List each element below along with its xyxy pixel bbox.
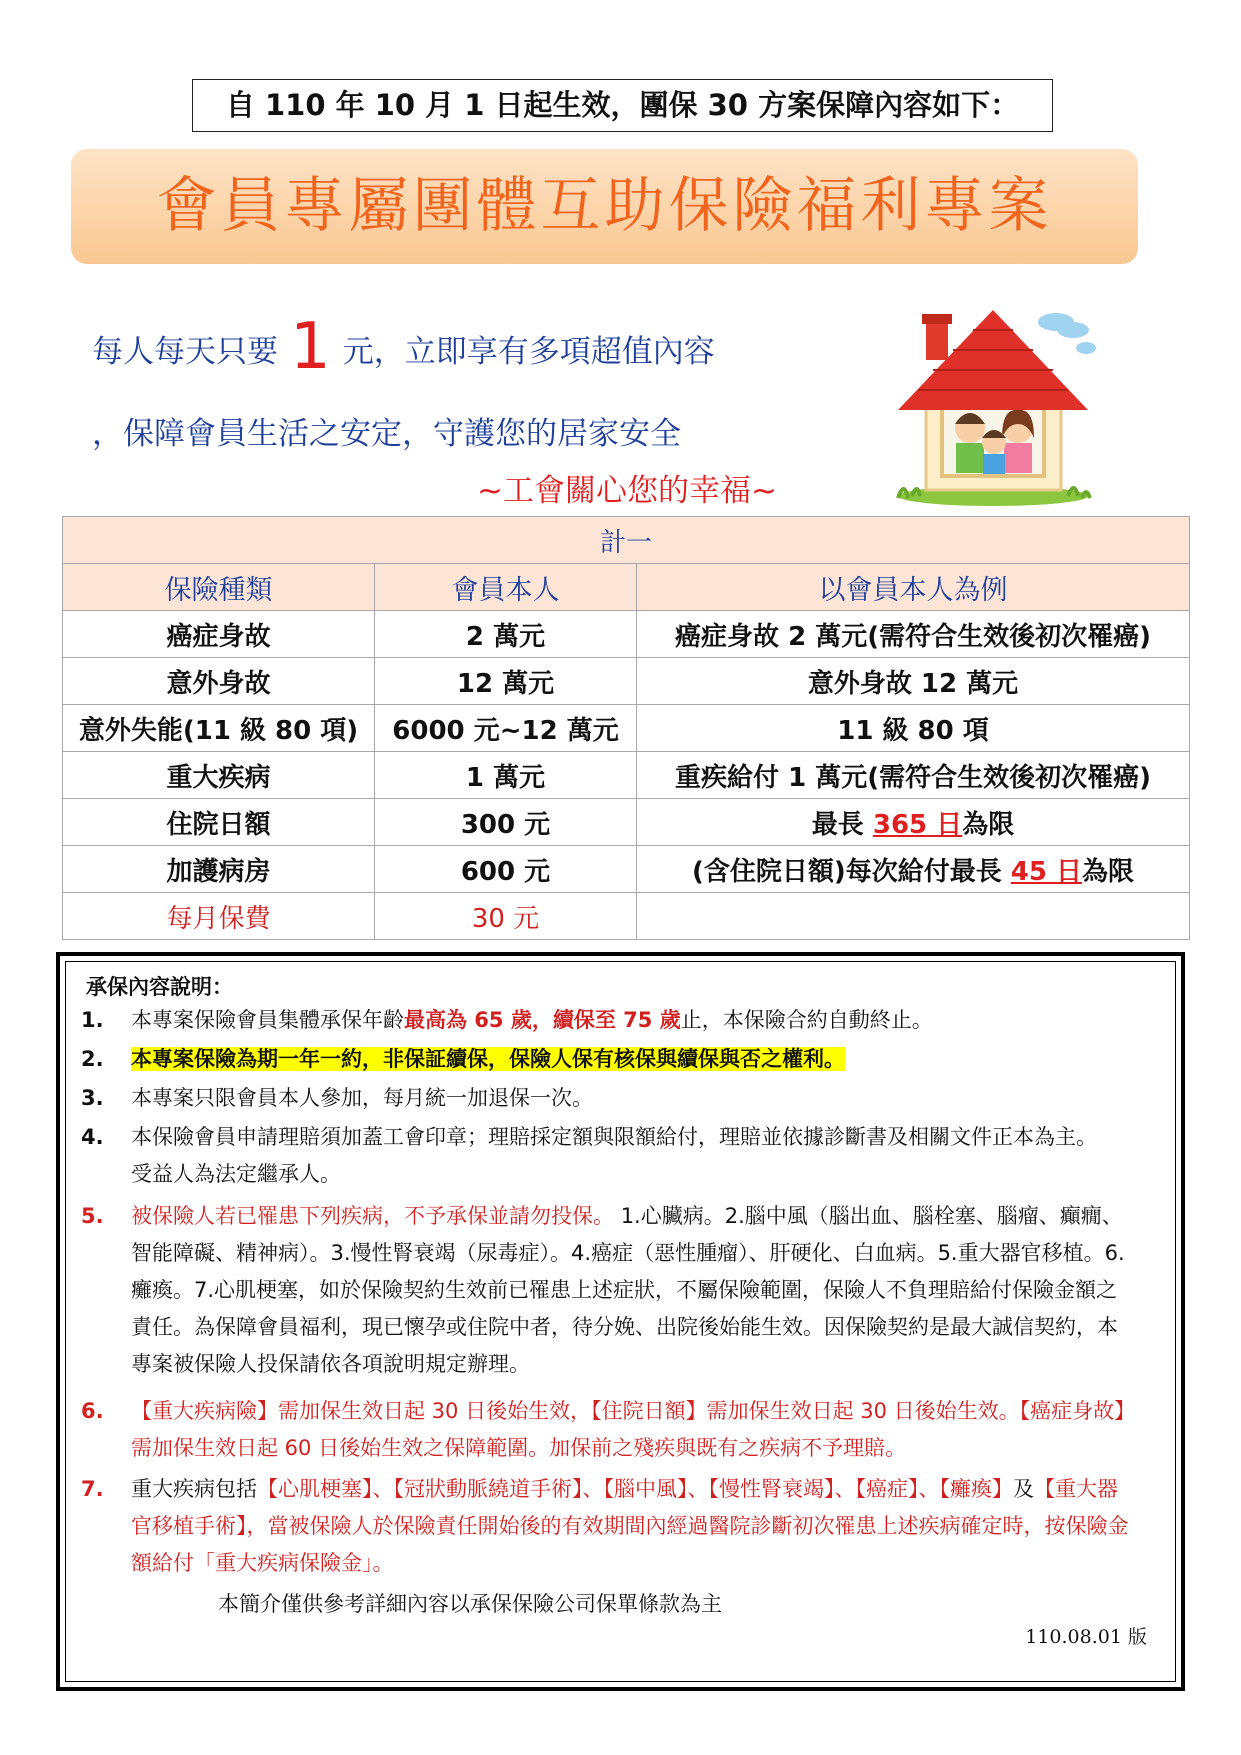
row-amount: 300 元	[375, 799, 637, 846]
notes-box	[56, 952, 1185, 1691]
table-row	[63, 799, 1190, 846]
note-item-5	[81, 1198, 1136, 1383]
note-number: 1.	[81, 1008, 104, 1032]
benefits-table	[62, 516, 1190, 940]
note-item-6	[81, 1393, 1136, 1467]
example-post: 為限	[1082, 856, 1135, 887]
note-item-4	[81, 1119, 1136, 1193]
row-example: 癌症身故 2 萬元(需符合生效後初次罹癌)	[637, 611, 1190, 658]
slogan-suffix: 元，立即享有多項超值內容	[342, 334, 715, 370]
row-type: 重大疾病	[63, 752, 375, 799]
note-warning: 被保險人若已罹患下列疾病，不予承保並請勿投保。	[131, 1204, 614, 1228]
row-example	[637, 799, 1190, 846]
slogan-line-1	[92, 310, 715, 384]
premium-amount: 30 元	[375, 893, 637, 940]
house-family-icon	[888, 300, 1098, 510]
table-row	[63, 752, 1190, 799]
note-number: 3.	[81, 1086, 104, 1110]
note-text: 本保險會員申請理賠須加蓋工會印章；理賠採定額與限額給付，理賠並依據診斷書及相關文件正本為主。	[131, 1125, 1097, 1149]
table-row	[63, 846, 1190, 893]
note-part: 重大疾病包括	[131, 1477, 257, 1501]
header-type: 保險種類	[63, 564, 375, 611]
slogan-prefix: 每人每天只要	[92, 334, 278, 370]
header-example: 以會員本人為例	[637, 564, 1190, 611]
example-post: 為限	[962, 809, 1015, 840]
row-amount: 1 萬元	[375, 752, 637, 799]
note-item-2	[81, 1041, 1136, 1078]
table-row	[63, 611, 1190, 658]
row-amount: 2 萬元	[375, 611, 637, 658]
row-amount: 600 元	[375, 846, 637, 893]
table-row	[63, 705, 1190, 752]
note-text	[131, 1471, 1136, 1582]
note-item-3	[81, 1080, 1136, 1117]
table-row	[63, 658, 1190, 705]
note-text-2: 受益人為法定繼承人。	[131, 1162, 341, 1186]
example-pre: (含住院日額)每次給付最長	[691, 856, 1011, 887]
note-text: 本專案只限會員本人參加，每月統一加退保一次。	[131, 1086, 593, 1110]
version-label: 110.08.01 版	[1025, 1626, 1147, 1648]
example-highlight: 365 日	[872, 809, 963, 840]
effective-notice: 自 110 年 10 月 1 日起生效，團保 30 方案保障內容如下：	[192, 79, 1053, 132]
row-amount: 6000 元~12 萬元	[375, 705, 637, 752]
slogan-line-2: ，保障會員生活之安定，守護您的居家安全	[92, 416, 681, 452]
row-example	[637, 846, 1190, 893]
note-part: 止，本保險合約自動終止。	[680, 1008, 933, 1032]
note-text: 【重大疾病險】需加保生效日起 30 日後始生效，【住院日額】需加保生效日起 30 日後始生效。【癌症身故】需加保生效日起 60 日後始生效之保障範圍。加保前之殘疾與既有之疾病不予理賠。	[131, 1399, 1136, 1460]
header-amount: 會員本人	[375, 564, 637, 611]
plan-row	[63, 517, 1190, 564]
premium-label: 每月保費	[63, 893, 375, 940]
note-text	[131, 1198, 1136, 1383]
row-type: 意外身故	[63, 658, 375, 705]
slogan-price: 1	[290, 310, 331, 384]
note-number: 5.	[81, 1204, 104, 1228]
plan-name: 計一	[63, 517, 1190, 564]
example-pre: 最長	[811, 809, 873, 840]
note-part: 及	[1013, 1477, 1034, 1501]
note-illness-list: 【心肌梗塞】、【冠狀動脈繞道手術】、【腦中風】、【慢性腎衰竭】、【癌症】、【癱瘓】	[257, 1477, 1013, 1501]
row-amount: 12 萬元	[375, 658, 637, 705]
note-number: 6.	[81, 1399, 104, 1423]
note-part-red: 【重大器官移植手術】，當被保險人於保險責任開始後的有效期間內經過醫院診斷初次罹患上述疾病確定時，按保險金額給付「重大疾病保險金」。	[131, 1477, 1129, 1575]
note-number: 4.	[81, 1125, 104, 1149]
note-text	[131, 1002, 1136, 1039]
row-type: 癌症身故	[63, 611, 375, 658]
premium-row	[63, 893, 1190, 940]
note-text	[131, 1041, 1136, 1078]
note-part: 本專案保險會員集體承保年齡	[131, 1008, 404, 1032]
note-highlight: 本專案保險為期一年一約，非保証續保，保險人保有核保與續保與否之權利。	[131, 1047, 845, 1071]
disclaimer: 本簡介僅供參考詳細內容以承保保險公司保單條款為主	[218, 1592, 722, 1616]
row-type: 住院日額	[63, 799, 375, 846]
note-number: 2.	[81, 1047, 104, 1071]
row-example: 意外身故 12 萬元	[637, 658, 1190, 705]
note-item-7	[81, 1471, 1136, 1582]
note-number: 7.	[81, 1477, 104, 1501]
page-title: 會員專屬團體互助保險福利專案	[156, 171, 1053, 241]
example-highlight: 45 日	[1010, 856, 1083, 887]
row-type: 意外失能(11 級 80 項)	[63, 705, 375, 752]
premium-empty	[637, 893, 1190, 940]
note-disease-list: 1.心臟病。2.腦中風（腦出血、腦栓塞、腦瘤、癲癇、智能障礙、精神病）。3.慢性腎衰竭（尿毒症）。4.癌症（惡性腫瘤）、肝硬化、白血病。5.重大器官移植。6.癱瘓。7.心肌梗塞，如於保險契約生效前已罹患上述症狀，不屬保險範圍，保險人不負理賠給付保險金額之責任。為保障會員福利，現已懷孕或住院中者，待分娩、出院後始能生效。因保險契約是最大誠信契約，本專案被保險人投保請依各項說明規定辦理。	[131, 1204, 1125, 1376]
note-age-limit: 最高為 65 歲，續保至 75 歲	[404, 1008, 681, 1032]
notes-inner-frame	[65, 961, 1176, 1682]
slogan-line-3: ~工會關心您的幸福~	[477, 473, 777, 509]
row-example: 11 級 80 項	[637, 705, 1190, 752]
table-header-row	[63, 564, 1190, 611]
title-banner	[71, 149, 1138, 264]
row-type: 加護病房	[63, 846, 375, 893]
row-example: 重疾給付 1 萬元(需符合生效後初次罹癌)	[637, 752, 1190, 799]
notes-title: 承保內容說明：	[86, 975, 233, 999]
note-item-1	[81, 1002, 1136, 1039]
